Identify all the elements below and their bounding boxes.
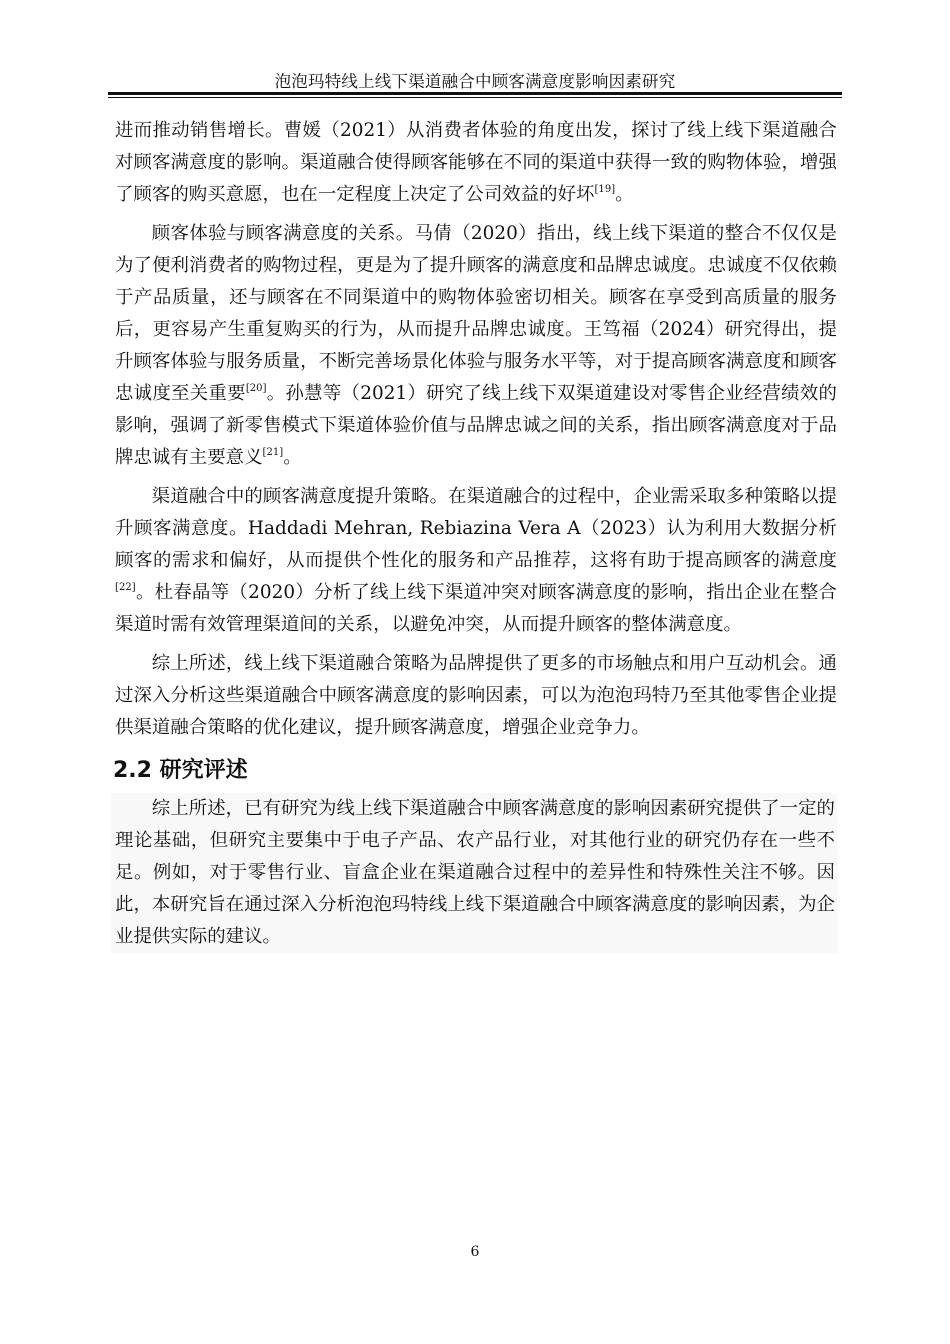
paragraph-text: 进而推动销售增长。曹媛（2021）从消费者体验的角度出发，探讨了线上线下渠道融合对顾客满意度的影响。渠道融合使得顾客能够在不同的渠道中获得一致的购物体验，增强了顾客的购买意愿，也在一定程度上决定了公司效益的好坏 [115, 120, 837, 205]
header-rule-thick [108, 92, 842, 95]
citation-19: [19] [594, 184, 616, 195]
citation-20: [20] [245, 383, 267, 394]
body-content [115, 115, 837, 960]
paragraph-text: 顾客体验与顾客满意度的关系。马倩（2020）指出，线上线下渠道的整合不仅仅是为了便利消费者的购物过程，更是为了提升顾客的满意度和品牌忠诚度。忠诚度不仅依赖于产品质量，还与顾客在不同渠道中的购物体验密切相关。顾客在享受到高质量的服务后，更容易产生重复购买的行为，从而提升品牌忠诚度。王笃福（2024）研究得出，提升顾客体验与服务质量，不断完善场景化体验与服务水平等，对于提高顾客满意度和顾客忠诚度至关重要 [115, 223, 837, 404]
paragraph-text: 综上所述，线上线下渠道融合策略为品牌提供了更多的市场触点和用户互动机会。通过深入分析这些渠道融合中顾客满意度的影响因素，可以为泡泡玛特乃至其他零售企业提供渠道融合策略的优化建议，提升顾客满意度，增强企业竞争力。 [115, 653, 837, 738]
paragraph-tail: 。 [283, 447, 302, 468]
paragraph-text-2: 。杜春晶等（2020）分析了线上线下渠道冲突对顾客满意度的影响，指出企业在整合渠道时需有效管理渠道间的关系，以避免冲突，从而提升顾客的整体满意度。 [115, 582, 837, 635]
paragraph-review [115, 793, 835, 953]
paragraph-continuation [115, 115, 837, 211]
paragraph-text: 渠道融合中的顾客满意度提升策略。在渠道融合的过程中，企业需采取多种策略以提升顾客满意度。Haddadi Mehran, Rebiazina Vera A（2023）认为利用大数据分析顾客的需求和偏好，从而提供个性化的服务和产品推荐，这将有助于提高顾客的满意度 [115, 486, 837, 571]
paragraph-text: 综上所述，已有研究为线上线下渠道融合中顾客满意度的影响因素研究提供了一定的理论基础，但研究主要集中于电子产品、农产品行业，对其他行业的研究仍存在一些不足。例如，对于零售行业、盲盒企业在渠道融合过程中的差异性和特殊性关注不够。因此，本研究旨在通过深入分析泡泡玛特线上线下渠道融合中顾客满意度的影响因素，为企业提供实际的建议。 [115, 798, 835, 947]
page-number: 6 [470, 1244, 480, 1260]
running-header: 泡泡玛特线上线下渠道融合中顾客满意度影响因素研究 [274, 72, 676, 91]
header-rule-thin [108, 97, 842, 98]
review-summary-block [111, 793, 837, 953]
paragraph-conclusion [115, 648, 837, 744]
citation-22: [22] [115, 582, 136, 593]
paragraph-customer-experience [115, 218, 837, 474]
paragraph-text-2: 。孙慧等（2021）研究了线上线下双渠道建设对零售企业经营绩效的影响，强调了新零售模式下渠道体验价值与品牌忠诚之间的关系，指出顾客满意度对于品牌忠诚有主要意义 [115, 383, 837, 468]
citation-21: [21] [262, 447, 284, 458]
section-heading: 2.2 研究评述 [113, 758, 248, 783]
paragraph-improvement-strategy [115, 481, 837, 641]
paragraph-tail: 。 [615, 184, 634, 205]
